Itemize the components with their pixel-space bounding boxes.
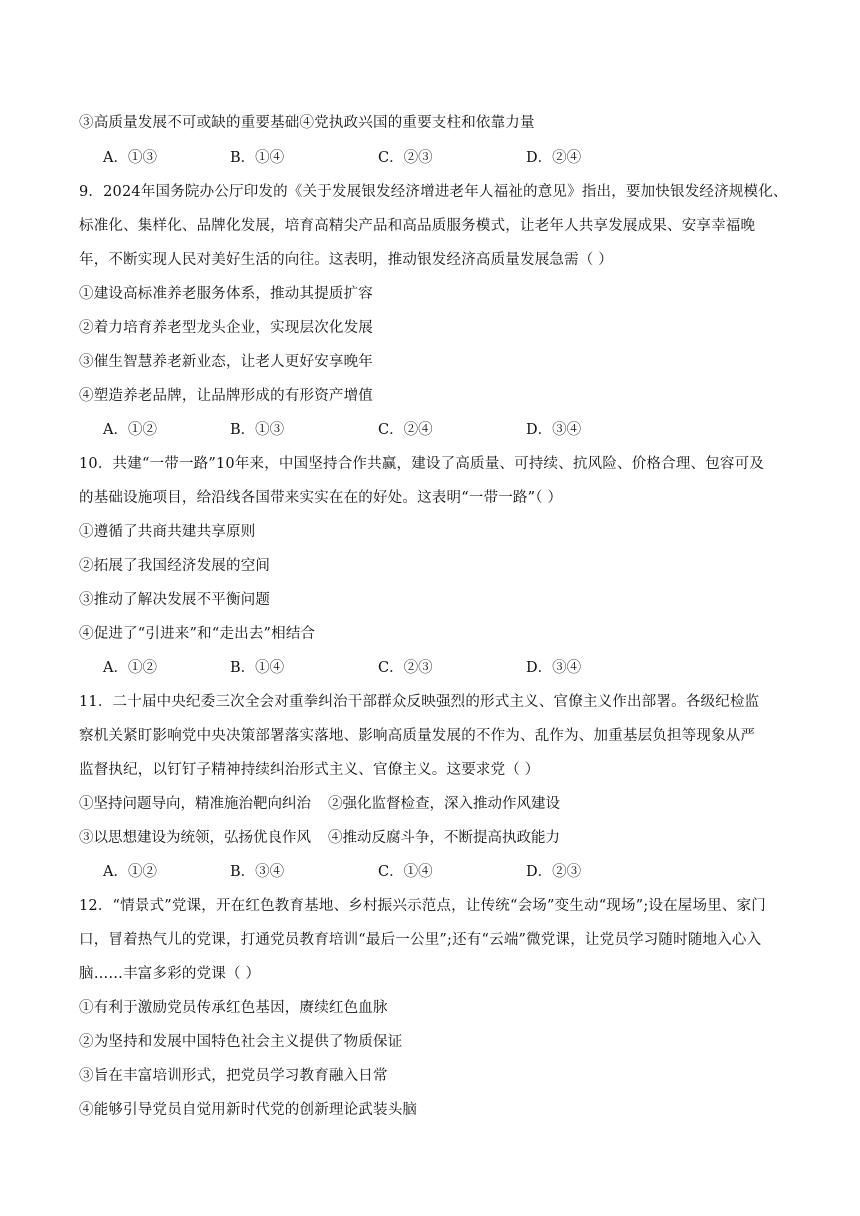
statement-2: ②强化监督检查，深入推动作风建设 [328,796,560,812]
option-d: D．③④ [526,660,582,676]
statement-2: ②着力培育养老型龙头企业，实现层次化发展 [79,320,373,336]
question-9-stem: 年，不断实现人民对美好生活的向往。这表明，推动银发经济高质量发展急需（ ） [79,252,614,268]
statement-2: ②为坚持和发展中国特色社会主义提供了物质保证 [79,1034,403,1050]
option-a: A．①③ [103,150,157,166]
question-11-stem: 监督执纪，以钉钉子精神持续纠治形式主义、官僚主义。这要求党（ ） [79,762,540,778]
option-a: A．①② [103,422,157,438]
option-d: D．②④ [526,150,582,166]
statement-1: ①坚持问题导向，精准施治靶向纠治 [79,796,311,812]
question-10-stem: 的基础设施项目，给沿线各国带来实实在在的好处。这表明“一带一路”（ ） [79,490,563,506]
statement-4: ④促进了“引进来”和“走出去”相结合 [79,626,316,642]
option-b: B．①④ [230,660,285,676]
option-b: B．①④ [230,150,285,166]
option-a: A．①② [103,864,157,880]
statement-1: ①有利于激励党员传承红色基因，赓续红色血脉 [79,1000,388,1016]
option-b: B．③④ [230,864,285,880]
option-c: C．①④ [378,864,433,880]
question-12-stem: 口，冒着热气儿的党课，打通党员教育培训“最后一公里”;还有“云端”微党课，让党员学习随时随地入心入 [79,932,762,948]
option-c: C．②③ [378,150,433,166]
statement-1: ①建设高标准养老服务体系，推动其提质扩容 [79,286,373,302]
option-text-line: ③高质量发展不可或缺的重要基础④党执政兴国的重要支柱和依靠力量 [79,115,535,131]
question-9-stem: 标准化、集样化、品牌化发展，培育高精尖产品和高品质服务模式，让老年人共享发展成果、安享幸福晚 [79,218,756,234]
statement-pair [79,792,560,813]
statement-4: ④推动反腐斗争，不断提高执政能力 [328,830,560,846]
statement-3: ③推动了解决发展不平衡问题 [79,592,271,608]
statement-2: ②拓展了我国经济发展的空间 [79,558,271,574]
question-11-stem: 察机关紧盯影响党中央决策部署落实落地、影响高质量发展的不作为、乱作为、加重基层负担等现象从严 [79,728,756,744]
question-10-stem: 10．共建“一带一路”10年来，中国坚持合作共赢，建设了高质量、可持续、抗风险、价格合理、包容可及 [79,456,765,472]
option-a: A．①② [103,660,157,676]
question-12-stem: 12．“情景式”党课，开在红色教育基地、乡村振兴示范点，让传统“会场”变生动“现场”;设在屋场里、家门 [79,898,767,914]
question-11-stem: 11．二十届中央纪委三次全会对重拳纠治干部群众反映强烈的形式主义、官僚主义作出部署。各级纪检监 [79,694,760,710]
statement-3: ③旨在丰富培训形式，把党员学习教育融入日常 [79,1068,388,1084]
option-b: B．①③ [230,422,285,438]
statement-4: ④能够引导党员自觉用新时代党的创新理论武装头脑 [79,1102,418,1118]
statement-1: ①遵循了共商共建共享原则 [79,524,256,540]
option-c: C．②③ [378,660,433,676]
statement-3: ③以思想建设为统领，弘扬优良作风 [79,830,311,846]
option-d: D．③④ [526,422,582,438]
question-12-stem: 脑……丰富多彩的党课（ ） [79,966,261,982]
option-c: C．②④ [378,422,433,438]
statement-3: ③催生智慧养老新业态，让老人更好安享晚年 [79,354,373,370]
option-d: D．②③ [526,864,582,880]
statement-pair [79,826,560,847]
statement-4: ④塑造养老品牌，让品牌形成的有形资产增值 [79,388,373,404]
question-9-stem: 9．2024年国务院办公厅印发的《关于发展银发经济增进老年人福祉的意见》指出，要加快银发经济规模化、 [79,184,788,200]
